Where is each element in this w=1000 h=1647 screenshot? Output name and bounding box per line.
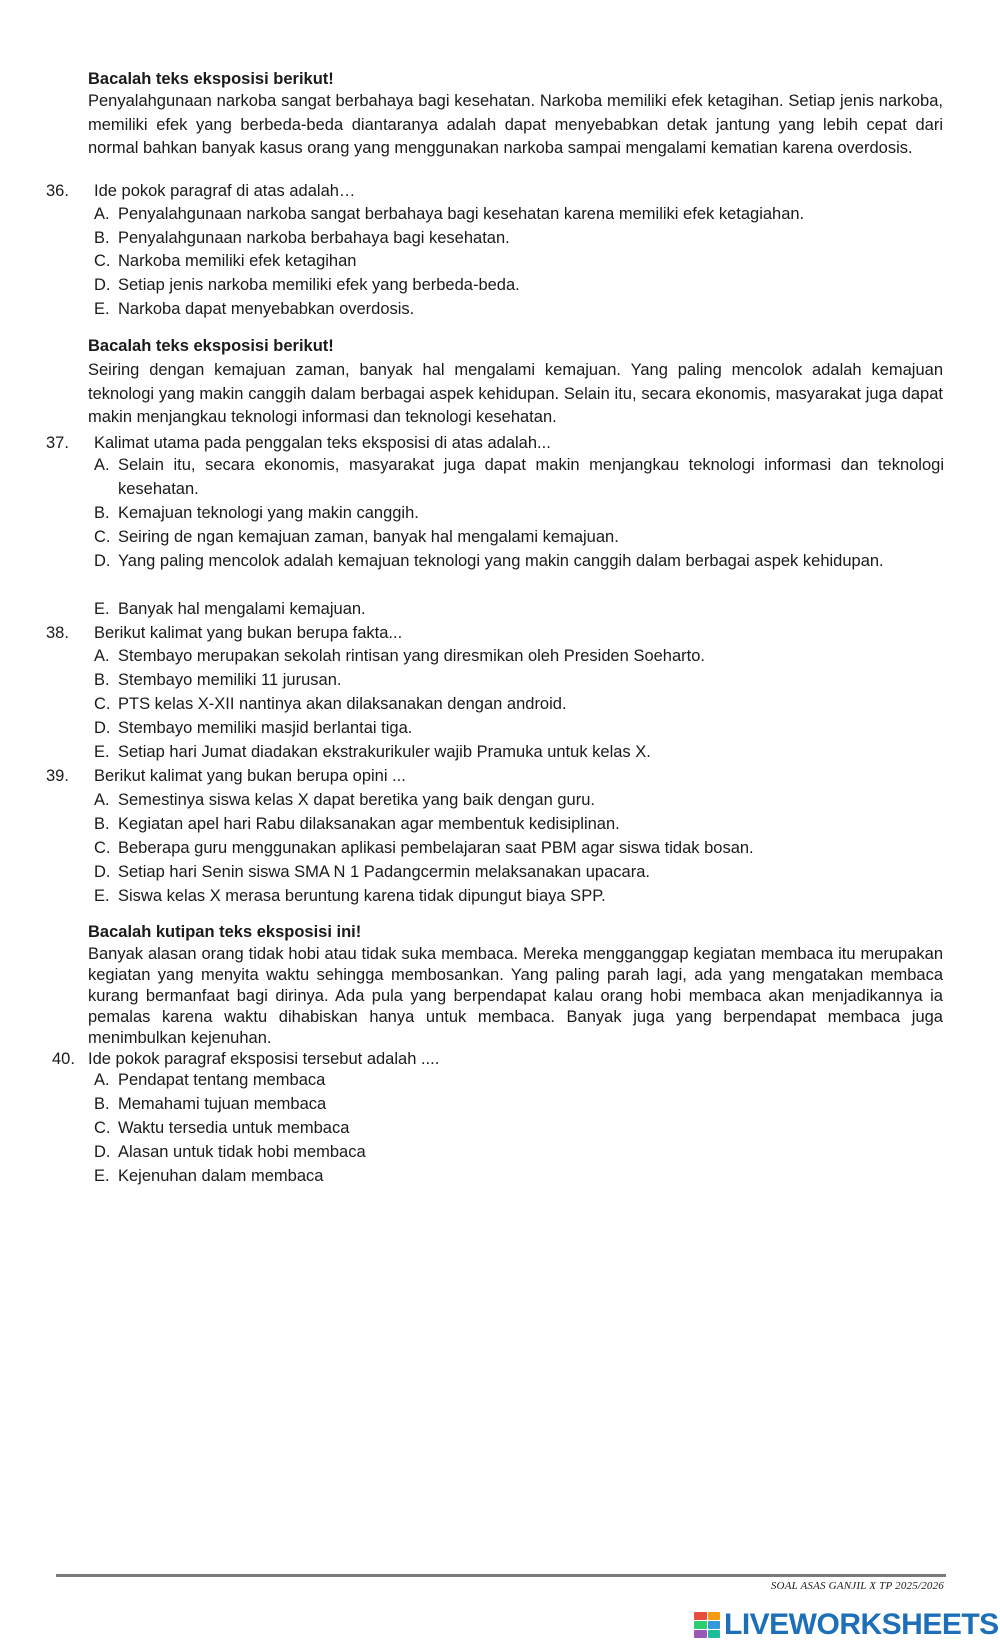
option-text: Kegiatan apel hari Rabu dilaksanakan agar membentuk kedisiplinan. — [118, 815, 620, 833]
option-letter: D. — [94, 552, 111, 570]
answer-option[interactable] — [94, 837, 944, 861]
option-text: Stembayo memiliki masjid berlantai tiga. — [118, 719, 413, 737]
option-letter: E. — [94, 887, 110, 905]
answer-option[interactable] — [94, 550, 944, 574]
option-text: Banyak hal mengalami kemajuan. — [118, 600, 366, 618]
brand-name: LIVEWORKSHEETS — [724, 1608, 999, 1641]
answer-option[interactable] — [94, 1165, 944, 1189]
question-number: 36. — [46, 182, 69, 200]
option-text: Pendapat tentang membaca — [118, 1071, 326, 1089]
option-text: Narkoba memiliki efek ketagihan — [118, 252, 357, 270]
answer-option[interactable] — [94, 203, 944, 227]
option-letter: C. — [94, 839, 111, 857]
option-letter: D. — [94, 1143, 111, 1161]
question-text: Kalimat utama pada penggalan teks eksposisi di atas adalah... — [94, 434, 551, 452]
logo-tile — [708, 1630, 721, 1638]
option-text: Stembayo memiliki 11 jurusan. — [118, 671, 342, 689]
option-letter: E. — [94, 743, 110, 761]
option-text: Kemajuan teknologi yang makin canggih. — [118, 504, 419, 522]
option-text: PTS kelas X-XII nantinya akan dilaksanakan dengan android. — [118, 695, 567, 713]
logo-tile — [708, 1612, 721, 1620]
option-text: Kejenuhan dalam membaca — [118, 1167, 324, 1185]
question-text: Ide pokok paragraf eksposisi tersebut adalah .... — [88, 1050, 440, 1068]
option-letter: A. — [94, 791, 110, 809]
option-letter: E. — [94, 300, 110, 318]
option-letter: B. — [94, 504, 110, 522]
answer-option[interactable] — [94, 885, 944, 909]
footer-divider — [56, 1574, 946, 1577]
option-text: Selain itu, secara ekonomis, masyarakat juga dapat makin menjangkau teknologi informasi dan teknologi kesehatan. — [118, 456, 944, 498]
option-letter: A. — [94, 647, 110, 665]
option-letter: A. — [94, 205, 110, 223]
question-number: 39. — [46, 767, 69, 785]
option-text: Siswa kelas X merasa beruntung karena tidak dipungut biaya SPP. — [118, 887, 606, 905]
answer-option[interactable] — [94, 454, 944, 501]
option-letter: E. — [94, 600, 110, 618]
reading-passage: Penyalahgunaan narkoba sangat berbahaya bagi kesehatan. Narkoba memiliki efek ketagihan. Setiap jenis narkoba, memiliki efek yang berbeda-beda diantaranya adalah dapat menyebabkan detak jantung yang lebih cepat dari normal bahkan banyak kasus orang yang menggunakan narkoba sampai mengalami kematian karena overdosis. — [88, 92, 943, 158]
answer-option[interactable] — [94, 1117, 944, 1141]
section-heading: Bacalah kutipan teks eksposisi ini! — [88, 923, 362, 941]
question-number: 38. — [46, 624, 69, 642]
option-letter: B. — [94, 229, 110, 247]
option-text: Beberapa guru menggunakan aplikasi pembelajaran saat PBM agar siswa tidak bosan. — [118, 839, 754, 857]
option-letter: B. — [94, 1095, 110, 1113]
reading-passage: Seiring dengan kemajuan zaman, banyak hal mengalami kemajuan. Yang paling mencolok adalah kemajuan teknologi yang makin canggih dalam berbagai aspek kehidupan. Selain itu, secara ekonomis, masyarakat juga dapat makin menjangkau teknologi informasi dan teknologi kesehatan. — [88, 361, 943, 427]
answer-option[interactable] — [94, 645, 944, 669]
logo-tile — [694, 1621, 707, 1629]
logo-tile — [708, 1621, 721, 1629]
answer-option[interactable] — [94, 526, 944, 550]
answer-option[interactable] — [94, 813, 944, 837]
section-heading: Bacalah teks eksposisi berikut! — [88, 70, 334, 88]
liveworksheets-logo — [694, 1608, 999, 1642]
logo-tile — [694, 1630, 707, 1638]
answer-option[interactable] — [94, 250, 944, 274]
section-heading: Bacalah teks eksposisi berikut! — [88, 337, 334, 355]
exam-label: SOAL ASAS GANJIL X TP 2025/2026 — [770, 1580, 944, 1592]
question-text: Berikut kalimat yang bukan berupa fakta... — [94, 624, 403, 642]
option-letter: C. — [94, 528, 111, 546]
answer-option[interactable] — [94, 1141, 944, 1165]
answer-option[interactable] — [94, 861, 944, 885]
option-letter: C. — [94, 252, 111, 270]
answer-option[interactable] — [94, 274, 944, 298]
answer-option[interactable] — [94, 669, 944, 693]
option-letter: C. — [94, 1119, 111, 1137]
question-text: Berikut kalimat yang bukan berupa opini ... — [94, 767, 406, 785]
option-text: Penyalahgunaan narkoba sangat berbahaya bagi kesehatan karena memiliki efek ketagiahan. — [118, 205, 805, 223]
option-text: Semestinya siswa kelas X dapat beretika yang baik dengan guru. — [118, 791, 595, 809]
option-letter: B. — [94, 815, 110, 833]
answer-option[interactable] — [94, 1093, 944, 1117]
option-letter: D. — [94, 276, 111, 294]
option-text: Narkoba dapat menyebabkan overdosis. — [118, 300, 415, 318]
logo-tile — [694, 1612, 707, 1620]
option-text: Alasan untuk tidak hobi membaca — [118, 1143, 366, 1161]
logo-grid-icon — [694, 1612, 720, 1638]
option-text: Setiap jenis narkoba memiliki efek yang berbeda-beda. — [118, 276, 520, 294]
option-letter: C. — [94, 695, 111, 713]
option-letter: A. — [94, 1071, 110, 1089]
option-text: Setiap hari Jumat diadakan ekstrakurikuler wajib Pramuka untuk kelas X. — [118, 743, 651, 761]
answer-option[interactable] — [94, 298, 944, 322]
answer-option[interactable] — [94, 741, 944, 765]
question-text: Ide pokok paragraf di atas adalah… — [94, 182, 356, 200]
option-letter: A. — [94, 456, 110, 474]
option-text: Penyalahgunaan narkoba berbahaya bagi kesehatan. — [118, 229, 510, 247]
option-letter: E. — [94, 1167, 110, 1185]
option-letter: D. — [94, 719, 111, 737]
reading-passage: Banyak alasan orang tidak hobi atau tidak suka membaca. Mereka mengganggap kegiatan membaca itu merupakan kegiatan yang menyita waktu sehingga membosankan. Yang paling parah lagi, ada yang mengatakan membaca kurang bermanfaat bagi dirinya. Ada pula yang berpendapat kalau orang hobi membaca akan menjadikannya ia pemalas karena waktu dihabiskan hanya untuk membaca. Banyak juga yang berpendapat membaca juga menimbulkan kejenuhan. — [88, 945, 943, 1047]
answer-option[interactable] — [94, 789, 944, 813]
answer-option[interactable] — [94, 717, 944, 741]
question-number: 37. — [46, 434, 69, 452]
answer-option[interactable] — [94, 598, 944, 622]
option-text: Stembayo merupakan sekolah rintisan yang diresmikan oleh Presiden Soeharto. — [118, 647, 705, 665]
answer-option[interactable] — [94, 1069, 944, 1093]
question-number: 40. — [52, 1050, 75, 1068]
option-text: Waktu tersedia untuk membaca — [118, 1119, 350, 1137]
answer-option[interactable] — [94, 502, 944, 526]
answer-option[interactable] — [94, 693, 944, 717]
answer-option[interactable] — [94, 227, 944, 251]
option-text: Memahami tujuan membaca — [118, 1095, 327, 1113]
option-text: Setiap hari Senin siswa SMA N 1 Padangcermin melaksanakan upacara. — [118, 863, 650, 881]
option-letter: B. — [94, 671, 110, 689]
option-text: Yang paling mencolok adalah kemajuan teknologi yang makin canggih dalam berbagai aspek kehidupan. — [118, 552, 884, 570]
option-letter: D. — [94, 863, 111, 881]
option-text: Seiring de ngan kemajuan zaman, banyak hal mengalami kemajuan. — [118, 528, 619, 546]
